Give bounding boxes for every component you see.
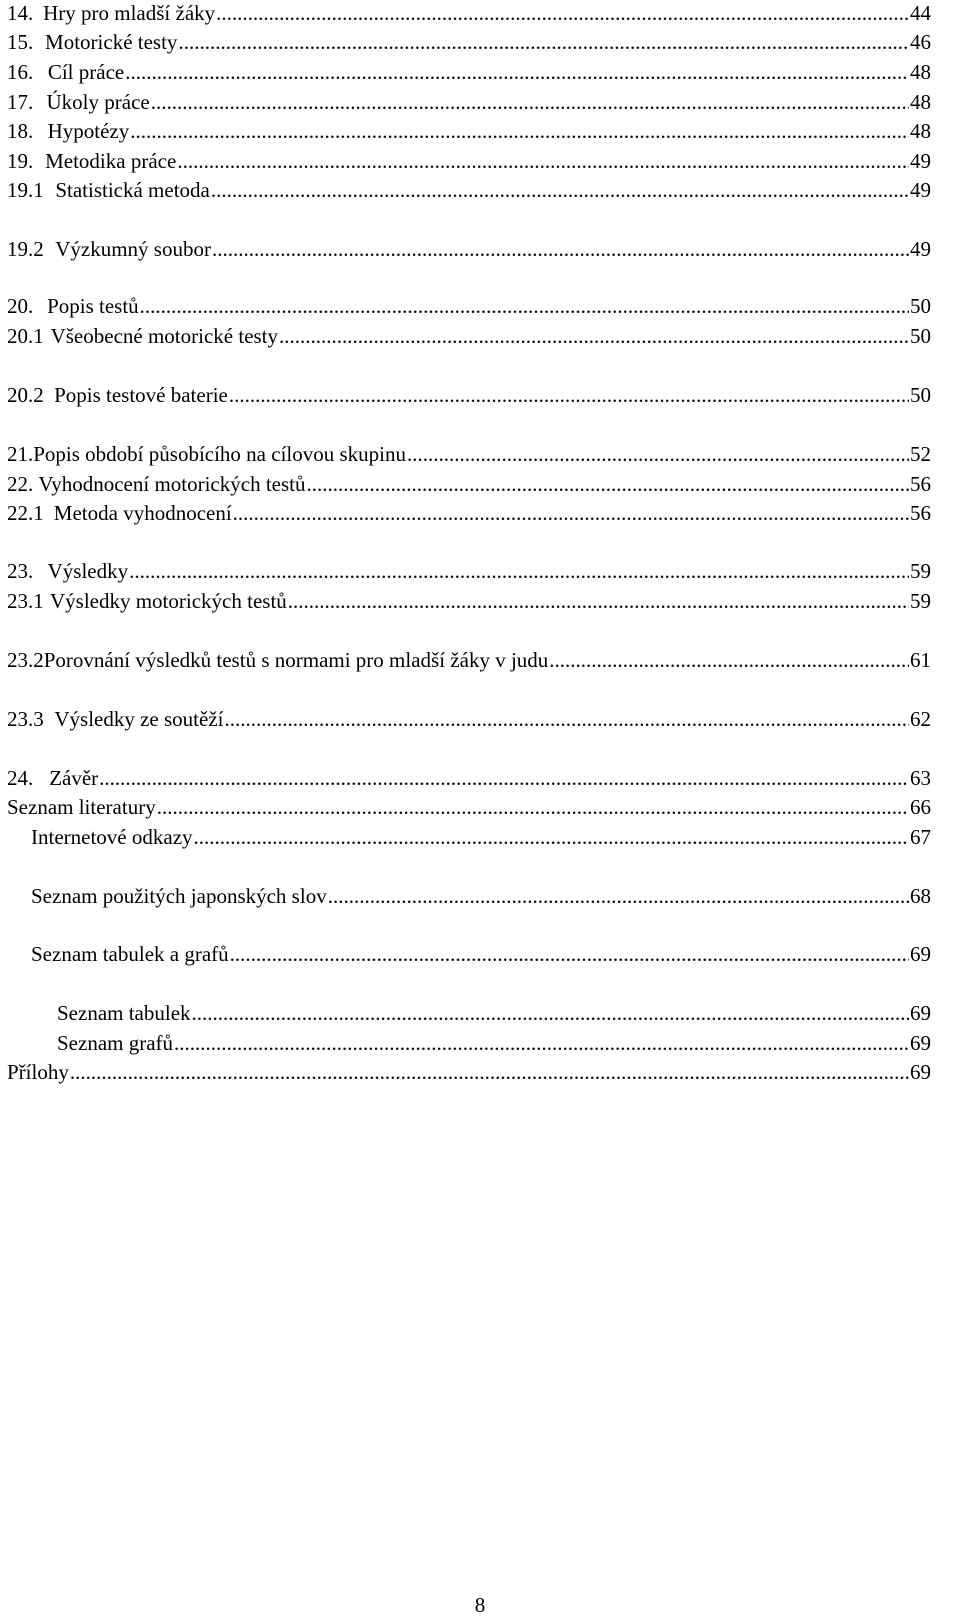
- toc-entry[interactable]: [7, 558, 931, 584]
- toc-dot-leader: [224, 706, 909, 732]
- toc-entry-page: 66: [910, 795, 931, 819]
- toc-entry-title: Motorické testy: [45, 30, 178, 54]
- toc-entry[interactable]: [57, 1000, 931, 1026]
- toc-dot-leader: [407, 441, 909, 467]
- toc-entry-page: 62: [910, 707, 931, 731]
- toc-entry[interactable]: [31, 883, 931, 909]
- toc-dot-leader: [212, 236, 909, 262]
- toc-entry[interactable]: [7, 236, 931, 262]
- toc-dot-leader: [216, 0, 909, 26]
- toc-dot-leader: [178, 29, 909, 55]
- toc-entry-page: 69: [910, 1031, 931, 1055]
- toc-entry-number: 14.: [7, 1, 34, 25]
- toc-entry[interactable]: [7, 441, 931, 467]
- toc-entry-title: Popis testů: [47, 294, 139, 318]
- toc-dot-leader: [194, 824, 909, 850]
- toc-entry-title: Přílohy: [7, 1060, 69, 1084]
- toc-entry-number: 20.: [7, 294, 34, 318]
- toc-entry-title: Popis období působícího na cílovou skupinu: [33, 442, 406, 466]
- toc-dot-leader: [549, 647, 909, 673]
- toc-entry[interactable]: [7, 0, 931, 26]
- toc-entry-number: 16.: [7, 60, 34, 84]
- toc-entry-title: Metodika práce: [45, 149, 177, 173]
- toc-entry[interactable]: [7, 382, 931, 408]
- toc-entry-page: 56: [910, 472, 931, 496]
- toc-entry-number: 24.: [7, 766, 34, 790]
- toc-entry[interactable]: [7, 148, 931, 174]
- toc-dot-leader: [129, 558, 909, 584]
- toc-entry-title: Seznam tabulek a grafů: [31, 942, 229, 966]
- toc-entry-number: 23.2: [7, 648, 44, 672]
- toc-entry-page: 50: [910, 324, 931, 348]
- toc-entry-number: 15.: [7, 30, 34, 54]
- toc-entry[interactable]: [31, 824, 931, 850]
- toc-dot-leader: [174, 1030, 909, 1056]
- toc-entry-page: 69: [910, 1060, 931, 1084]
- toc-entry-title: Statistická metoda: [55, 178, 210, 202]
- page-number: 8: [474, 1593, 486, 1617]
- toc-entry-title: Vyhodnocení motorických testů: [38, 472, 306, 496]
- toc-entry-page: 48: [910, 119, 931, 143]
- toc-entry[interactable]: [7, 471, 931, 497]
- toc-dot-leader: [70, 1059, 909, 1085]
- toc-entry-number: 22.1: [7, 501, 44, 525]
- toc-dot-leader: [177, 148, 909, 174]
- toc-entry-title: Metoda vyhodnocení: [53, 501, 232, 525]
- toc-dot-leader: [328, 883, 909, 909]
- toc-entry-title: Všeobecné motorické testy: [50, 324, 279, 348]
- toc-entry-title: Výsledky ze soutěží: [54, 707, 224, 731]
- toc-entry-title: Hypotézy: [47, 119, 130, 143]
- toc-entry-title: Seznam literatury: [7, 795, 156, 819]
- toc-entry-title: Popis testové baterie: [54, 383, 228, 407]
- toc-entry-number: 22.: [7, 472, 34, 496]
- toc-entry[interactable]: [7, 177, 931, 203]
- toc-dot-leader: [229, 382, 909, 408]
- toc-dot-leader: [192, 1000, 909, 1026]
- toc-entry-page: 59: [910, 559, 931, 583]
- toc-entry-title: Porovnání výsledků testů s normami pro mladší žáky v judu: [43, 648, 549, 672]
- toc-entry-number: 17.: [7, 90, 34, 114]
- toc-entry-title: Závěr: [49, 766, 99, 790]
- toc-entry-page: 59: [910, 589, 931, 613]
- toc-entry-page: 49: [910, 178, 931, 202]
- toc-entry[interactable]: [7, 794, 931, 820]
- toc-dot-leader: [130, 118, 909, 144]
- toc-entry-number: 19.1: [7, 178, 44, 202]
- toc-entry[interactable]: [7, 706, 931, 732]
- toc-dot-leader: [151, 89, 909, 115]
- toc-entry[interactable]: [7, 588, 931, 614]
- toc-dot-leader: [140, 293, 909, 319]
- toc-entry-number: 18.: [7, 119, 34, 143]
- toc-entry-number: 20.1: [7, 324, 44, 348]
- toc-entry[interactable]: [7, 500, 931, 526]
- toc-entry-title: Cíl práce: [47, 60, 125, 84]
- toc-dot-leader: [211, 177, 909, 203]
- toc-entry[interactable]: [7, 293, 931, 319]
- toc-dot-leader: [157, 794, 909, 820]
- toc-entry-page: 46: [910, 30, 931, 54]
- toc-entry-page: 69: [910, 1001, 931, 1025]
- toc-entry-title: Úkoly práce: [46, 90, 150, 114]
- toc-entry-title: Výsledky motorických testů: [49, 589, 287, 613]
- toc-entry-number: 20.2: [7, 383, 44, 407]
- toc-entry-number: 21.: [7, 442, 34, 466]
- toc-entry-page: 52: [910, 442, 931, 466]
- toc-entry-page: 49: [910, 149, 931, 173]
- toc-entry-title: Výsledky: [47, 559, 129, 583]
- toc-entry[interactable]: [7, 323, 931, 349]
- toc-entry-page: 67: [910, 825, 931, 849]
- toc-entry[interactable]: [7, 1059, 931, 1085]
- toc-entry-title: Internetové odkazy: [31, 825, 193, 849]
- toc-entry[interactable]: [7, 89, 931, 115]
- toc-entry[interactable]: [7, 29, 931, 55]
- toc-entry-page: 48: [910, 60, 931, 84]
- toc-entry-page: 61: [910, 648, 931, 672]
- toc-entry-number: 19.: [7, 149, 34, 173]
- toc-entry-page: 68: [910, 884, 931, 908]
- toc-entry-title: Seznam použitých japonských slov: [31, 884, 327, 908]
- toc-dot-leader: [125, 59, 909, 85]
- toc-entry-page: 50: [910, 294, 931, 318]
- toc-entry-title: Seznam grafů: [57, 1031, 174, 1055]
- toc-entry[interactable]: [7, 647, 931, 673]
- toc-entry-page: 63: [910, 766, 931, 790]
- toc-entry-title: Hry pro mladší žáky: [43, 1, 216, 25]
- toc-entry-title: Výzkumný soubor: [55, 237, 211, 261]
- toc-entry-title: Seznam tabulek: [57, 1001, 191, 1025]
- toc-dot-leader: [99, 765, 909, 791]
- toc-entry[interactable]: [7, 765, 931, 791]
- toc-dot-leader: [279, 323, 909, 349]
- toc-entry-page: 44: [910, 1, 931, 25]
- toc-dot-leader: [307, 471, 910, 497]
- toc-dot-leader: [288, 588, 909, 614]
- toc-entry-page: 48: [910, 90, 931, 114]
- toc-entry[interactable]: [7, 118, 931, 144]
- toc-dot-leader: [230, 941, 909, 967]
- toc-entry-number: 23.1: [7, 589, 44, 613]
- toc-entry-page: 69: [910, 942, 931, 966]
- toc-entry-page: 56: [910, 501, 931, 525]
- toc-entry-number: 19.2: [7, 237, 44, 261]
- toc-entry[interactable]: [31, 941, 931, 967]
- toc-entry-number: 23.: [7, 559, 34, 583]
- toc-dot-leader: [233, 500, 909, 526]
- toc-entry-page: 49: [910, 237, 931, 261]
- toc-entry[interactable]: [7, 59, 931, 85]
- toc-entry[interactable]: [57, 1030, 931, 1056]
- toc-entry-number: 23.3: [7, 707, 44, 731]
- toc-entry-page: 50: [910, 383, 931, 407]
